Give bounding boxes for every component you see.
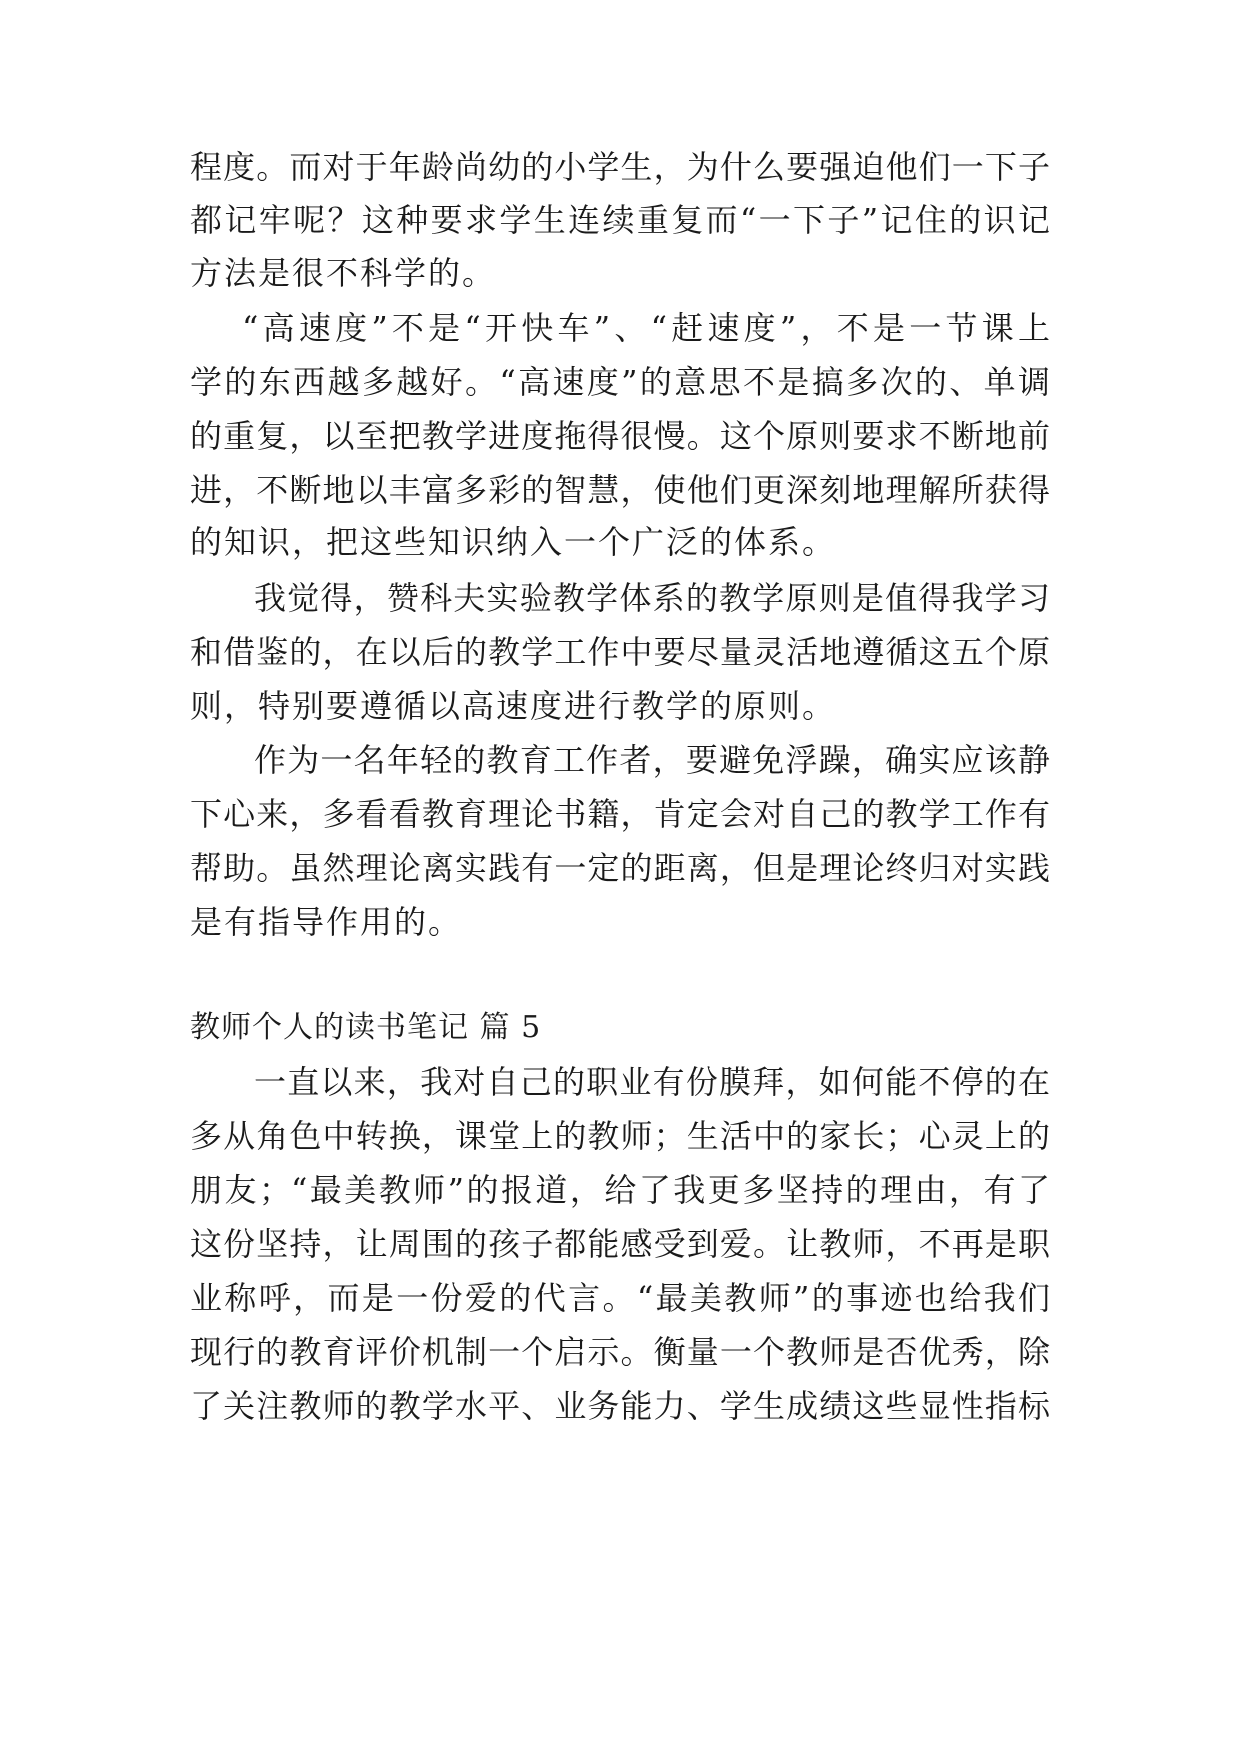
paragraph-2-line-5: 的知识，把这些知识纳入一个广泛的体系。 (190, 523, 837, 561)
paragraph-2-line-4: 进，不断地以丰富多彩的智慧，使他们更深刻地理解所获得 (190, 471, 1050, 509)
section-heading: 教师个人的读书笔记 篇 5 (190, 1010, 542, 1045)
paragraph-1-line-2: 都记牢呢？这种要求学生连续重复而“一下子”记住的识记 (190, 201, 1050, 239)
paragraph-1-line-1: 程度。而对于年龄尚幼的小学生，为什么要强迫他们一下子 (190, 148, 1050, 186)
paragraph-4-line-1: 作为一名年轻的教育工作者，要避免浮躁，确实应该静 (254, 741, 1050, 779)
paragraph-4-line-4: 是有指导作用的。 (190, 903, 463, 941)
paragraph-3-line-2: 和借鉴的，在以后的教学工作中要尽量灵活地遵循这五个原 (190, 633, 1050, 671)
paragraph-2-line-1: “高速度”不是“开快车”、“赶速度”，不是一节课上 (242, 309, 1050, 347)
paragraph-5-line-4: 这份坚持，让周围的孩子都能感受到爱。让教师，不再是职 (190, 1225, 1050, 1263)
paragraph-5-line-3: 朋友；“最美教师”的报道，给了我更多坚持的理由，有了 (190, 1171, 1050, 1209)
paragraph-5-line-7: 了关注教师的教学水平、业务能力、学生成绩这些显性指标 (190, 1387, 1050, 1425)
paragraph-4-line-3: 帮助。虽然理论离实践有一定的距离，但是理论终归对实践 (190, 849, 1050, 887)
paragraph-5-line-1: 一直以来，我对自己的职业有份膜拜，如何能不停的在 (254, 1063, 1050, 1101)
paragraph-3-line-3: 则，特别要遵循以高速度进行教学的原则。 (190, 687, 837, 725)
paragraph-2-line-3: 的重复，以至把教学进度拖得很慢。这个原则要求不断地前 (190, 417, 1050, 455)
paragraph-5-line-2: 多从角色中转换，课堂上的教师；生活中的家长；心灵上的 (190, 1117, 1050, 1155)
paragraph-1-line-3: 方法是很不科学的。 (190, 254, 497, 292)
paragraph-5-line-6: 现行的教育评价机制一个启示。衡量一个教师是否优秀，除 (190, 1333, 1050, 1371)
paragraph-5-line-5: 业称呼，而是一份爱的代言。“最美教师”的事迹也给我们 (190, 1279, 1050, 1317)
paragraph-2-line-2: 学的东西越多越好。“高速度”的意思不是搞多次的、单调 (190, 363, 1050, 401)
paragraph-4-line-2: 下心来，多看看教育理论书籍，肯定会对自己的教学工作有 (190, 795, 1050, 833)
paragraph-3-line-1: 我觉得，赞科夫实验教学体系的教学原则是值得我学习 (254, 579, 1050, 617)
